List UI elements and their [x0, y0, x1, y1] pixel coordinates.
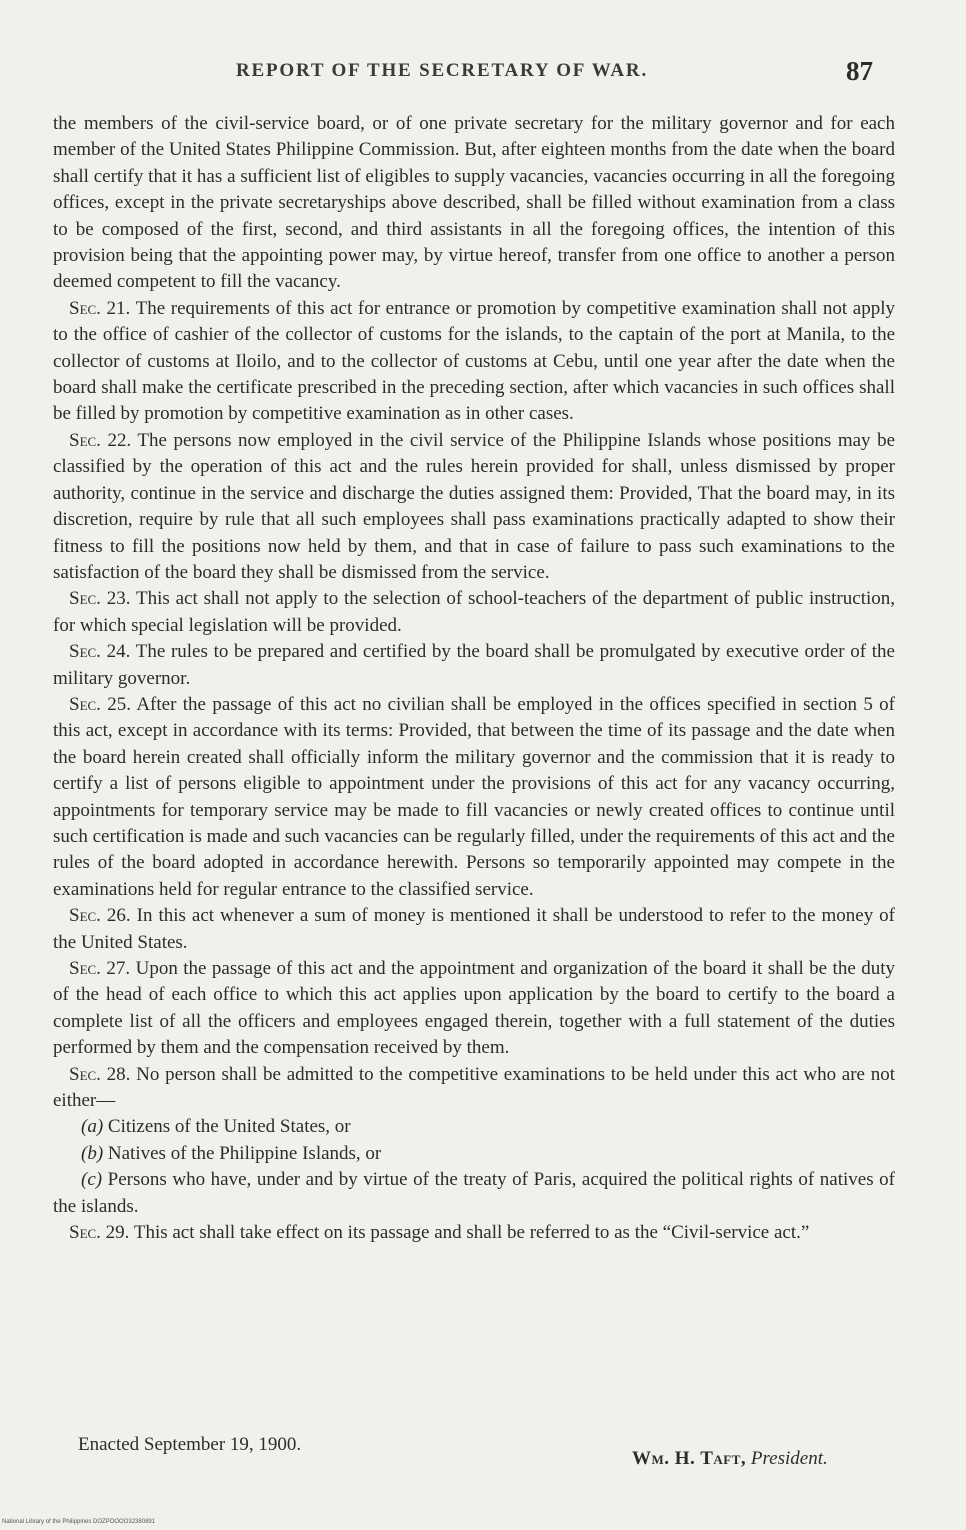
- list-item-text: Natives of the Philippine Islands, or: [103, 1142, 382, 1164]
- running-head: REPORT OF THE SECRETARY OF WAR.: [236, 60, 649, 81]
- section-label: Sec. 22.: [69, 429, 132, 451]
- section-27: [53, 956, 895, 1062]
- section-text: This act shall take effect on its passage and shall be referred to as the “Civil-service act.”: [129, 1222, 810, 1244]
- section-21: [53, 296, 895, 428]
- paragraph-continuation: [53, 111, 895, 296]
- signature-title: President.: [750, 1448, 828, 1469]
- list-item-text: Persons who have, under and by virtue of the treaty of Paris, acquired the political rights of natives of the islands.: [53, 1169, 895, 1217]
- section-text: Upon the passage of this act and the appointment and organization of the board it shall be the duty of the head of each office to which this act applies upon application by the board to certify to the board a complete list of all the officers and employees engaged therein, together with a full statement of the duties performed by them and the compensation received by them.: [53, 958, 895, 1059]
- section-text: No person shall be admitted to the competitive examinations to be held under this act who are not either—: [53, 1063, 895, 1112]
- section-label: Sec. 25.: [69, 693, 132, 715]
- section-text: In this act whenever a sum of money is mentioned it shall be understood to refer to the money of the United States.: [53, 905, 895, 953]
- section-label: Sec. 28.: [69, 1063, 131, 1085]
- section-28: [53, 1062, 895, 1115]
- section-text: The persons now employed in the civil service of the Philippine Islands whose positions may be classified by the operation of this act and the rules herein provided for shall, unless dismissed by proper authority, continue in the service and discharge the duties assigned them: Provided, That the board may, in its discretion, require by rule that all such employees shall pass examinations practically adapted to show their fitness to fill the positions now held by them, and that in case of failure to pass such examinations to the satisfaction of the board they shall be dismissed from the service.: [53, 429, 895, 583]
- section-text: The requirements of this act for entrance or promotion by competitive examination shall not apply to the office of cashier of the collector of customs for the islands, to the captain of the port at Manila, to the collector of customs at Iloilo, and to the collector of customs at Cebu, until one year after the date when the board shall make the certificate prescribed in the preceding section, after which vacancies in such offices shall be filled by promotion by competitive examination as in other cases.: [53, 297, 895, 425]
- section-label: Sec. 29.: [69, 1222, 130, 1244]
- section-text: The rules to be prepared and certified by the board shall be promulgated by executive order of the military governor.: [53, 641, 895, 689]
- section-29: [53, 1220, 895, 1246]
- list-item: [53, 1141, 895, 1167]
- section-23: [53, 586, 895, 639]
- list-item: [53, 1114, 895, 1140]
- list-item-letter: (c): [81, 1169, 103, 1191]
- footer-credit: National Library of the Philippines DOZPOOOO32380891: [2, 1519, 156, 1525]
- list-item-letter: (a): [81, 1116, 104, 1138]
- signature: [632, 1448, 828, 1470]
- section-label: Sec. 27.: [69, 958, 131, 979]
- section-label: Sec. 26.: [69, 905, 131, 927]
- list-item-text: Citizens of the United States, or: [103, 1116, 351, 1138]
- signature-name: Wm. H. Taft,: [632, 1448, 747, 1469]
- section-label: Sec. 24.: [69, 641, 131, 663]
- paragraph-text: the members of the civil-service board, or of one private secretary for the military governor and for each member of the United States Philippine Commission. But, after eighteen months from the date when the board shall certify that it has a sufficient list of eligibles to supply vacancies, vacancies occurring in all the foregoing offices, except in the private secretaryships above described, shall be filled without examination from a class to be composed of the first, second, and third assistants in all the foregoing offices, the intention of this provision being that the appointing power may, by virtue hereof, transfer from one office to another a person deemed competent to fill the vacancy.: [53, 113, 895, 293]
- enactment-date: Enacted September 19, 1900.: [78, 1434, 302, 1455]
- list-item: [53, 1167, 895, 1220]
- section-22: [53, 428, 895, 586]
- section-26: [53, 903, 895, 956]
- section-label: Sec. 21.: [69, 297, 131, 319]
- section-label: Sec. 23.: [69, 588, 131, 610]
- section-text: This act shall not apply to the selection of school-teachers of the department of public instruction, for which special legislation will be provided.: [53, 588, 896, 636]
- list-item-letter: (b): [81, 1142, 104, 1164]
- section-text: After the passage of this act no civilian shall be employed in the offices specified in section 5 of this act, except in accordance with its terms: Provided, that between the time of its passage and the date when the board herein created shall officially inform the military governor and the commission that it is ready to certify a list of persons eligible to appointment under the provisions of this act for any vacancy occurring, appointments for temporary service may be made to fill vacancies or newly created offices to continue until such certification is made and such vacancies can be regularly filled, under the requirements of this act and the rules of the board adopted in accordance herewith. Persons so temporarily appointed may compete in the examinations held for regular entrance to the classified service.: [53, 693, 895, 900]
- section-24: [53, 639, 895, 692]
- page-number: 87: [846, 56, 873, 86]
- body-text: [53, 111, 895, 1246]
- section-25: [53, 692, 895, 903]
